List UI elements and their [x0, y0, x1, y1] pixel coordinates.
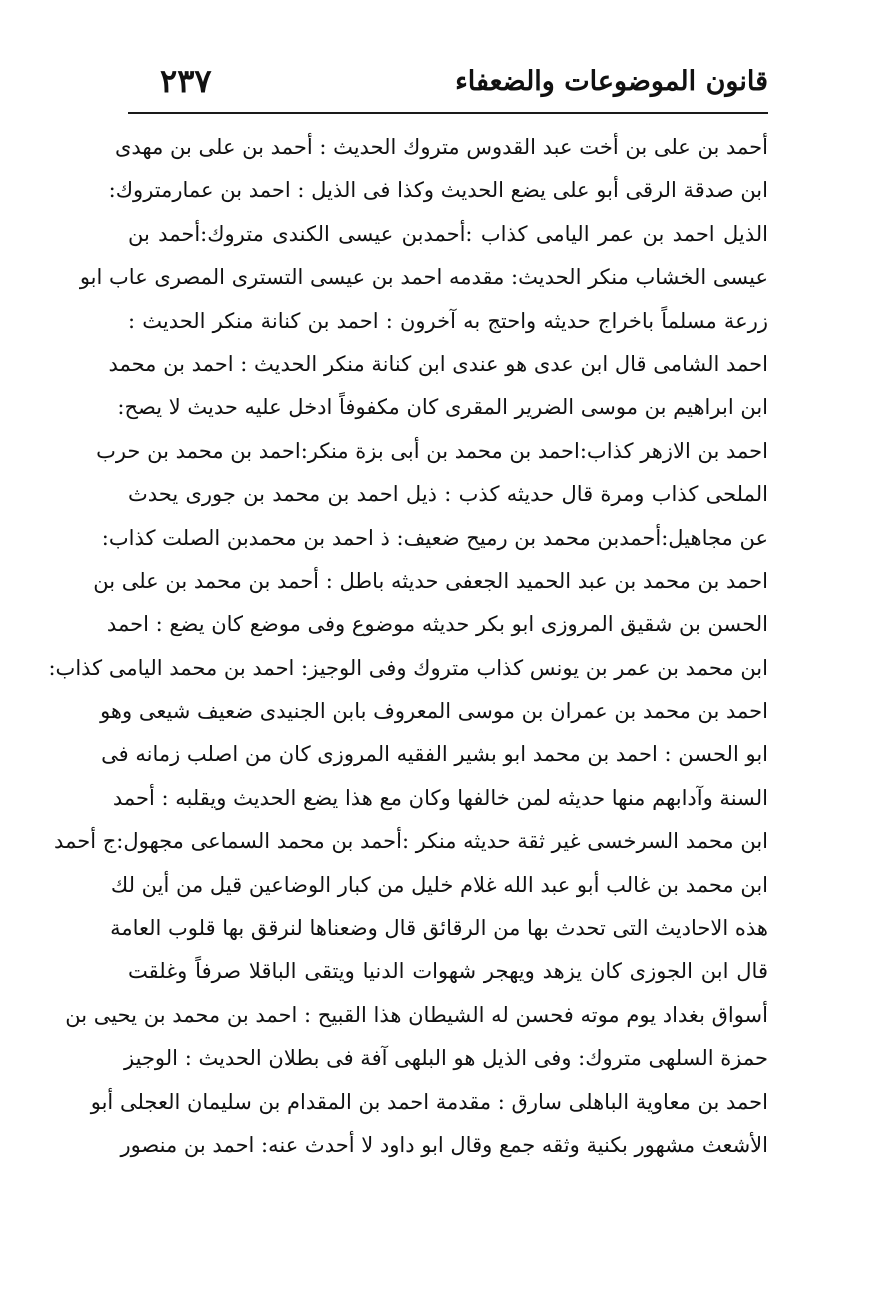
text-line: احمد بن محمد بن عمران بن موسى المعروف بابن الجنيدى ضعيف شيعى وهو [100, 699, 768, 724]
text-line: احمد بن محمد بن عبد الحميد الجعفى حديثه باطل : أحمد بن محمد بن على بن [93, 568, 768, 593]
text-line: عن مجاهيل:أحمدبن محمد بن رميح ضعيف: ذ احمد بن محمدبن الصلت كذاب: [101, 525, 768, 550]
text-line: السنة وآدابهم منها حديثه لمن خالفها وكان مع هذا يضع الحديث ويقلبه : أحمد [112, 785, 768, 810]
page-number: ٢٣٧ [160, 62, 212, 100]
text-line: حمزة السلهى متروك: وفى الذيل هو البلهى آفة فى بطلان الحديث : الوجيز [124, 1046, 768, 1071]
text-line: الذيل احمد بن عمر اليامى كذاب :أحمدبن عيسى الكندى متروك:أحمد بن [128, 221, 768, 246]
text-line: ابن ابراهيم بن موسى الضرير المقرى كان مكفوفاً ادخل عليه حديث لا يصح: [117, 395, 768, 420]
text-line: الحسن بن شقيق المروزى ابو بكر حديثه موضوع وفى موضع كان يضع : احمد [106, 612, 768, 637]
page-header [128, 62, 768, 112]
text-line: ابن محمد بن غالب أبو عبد الله غلام خليل من كبار الوضاعين قيل من أين لك [110, 872, 768, 897]
text-line: احمد بن الازهر كذاب:احمد بن محمد بن أبى بزة منكر:احمد بن محمد بن حرب [96, 438, 768, 463]
text-line: احمد الشامى قال ابن عدى هو عندى ابن كنانة منكر الحديث : احمد بن محمد [108, 351, 768, 376]
running-title: قانون الموضوعات والضعفاء [455, 66, 768, 97]
text-line: الأشعث مشهور بكنية وثقه جمع وقال ابو داود لا أحدث عنه: احمد بن منصور [120, 1132, 768, 1157]
text-line: ابو الحسن : احمد بن محمد ابو بشير الفقيه المروزى كان من اصلب زمانه فى [101, 742, 768, 767]
text-line: ابن صدقة الرقى أبو على يضع الحديث وكذا فى الذيل : احمد بن عمارمتروك: [108, 178, 768, 203]
text-line: ابن محمد السرخسى غير ثقة حديثه منكر :أحمد بن محمد السماعى مجهول:ج أحمد [54, 829, 768, 854]
text-line: عيسى الخشاب منكر الحديث: مقدمه احمد بن عيسى التسترى المصرى عاب ابو [79, 265, 768, 290]
header-divider [128, 112, 768, 114]
text-line: أسواق بغداد يوم موته فحسن له الشيطان هذا القبيح : احمد بن محمد بن يحيى بن [65, 1002, 768, 1027]
body-text [48, 126, 768, 1167]
text-line: احمد بن معاوية الباهلى سارق : مقدمة احمد بن المقدام بن سليمان العجلى أبو [90, 1089, 768, 1114]
text-line: هذه الاحاديث التى تحدث بها من الرقائق قال وضعناها لنرقق بها قلوب العامة [110, 916, 768, 941]
text-line: أحمد بن على بن أخت عبد القدوس متروك الحديث : أحمد بن على بن مهدى [114, 135, 768, 159]
text-line: الملحى كذاب ومرة قال حديثه كذب : ذيل احمد بن محمد بن جورى يحدث [128, 482, 768, 507]
text-line: قال ابن الجوزى كان يزهد ويهجر شهوات الدنيا ويتقى الباقلا صرفاً وغلقت [128, 959, 768, 984]
text-line: زرعة مسلماً باخراج حديثه واحتج به آخرون : احمد بن كنانة منكر الحديث : [128, 308, 768, 333]
text-line: ابن محمد بن عمر بن يونس كذاب متروك وفى الوجيز: احمد بن محمد اليامى كذاب: [48, 655, 768, 680]
